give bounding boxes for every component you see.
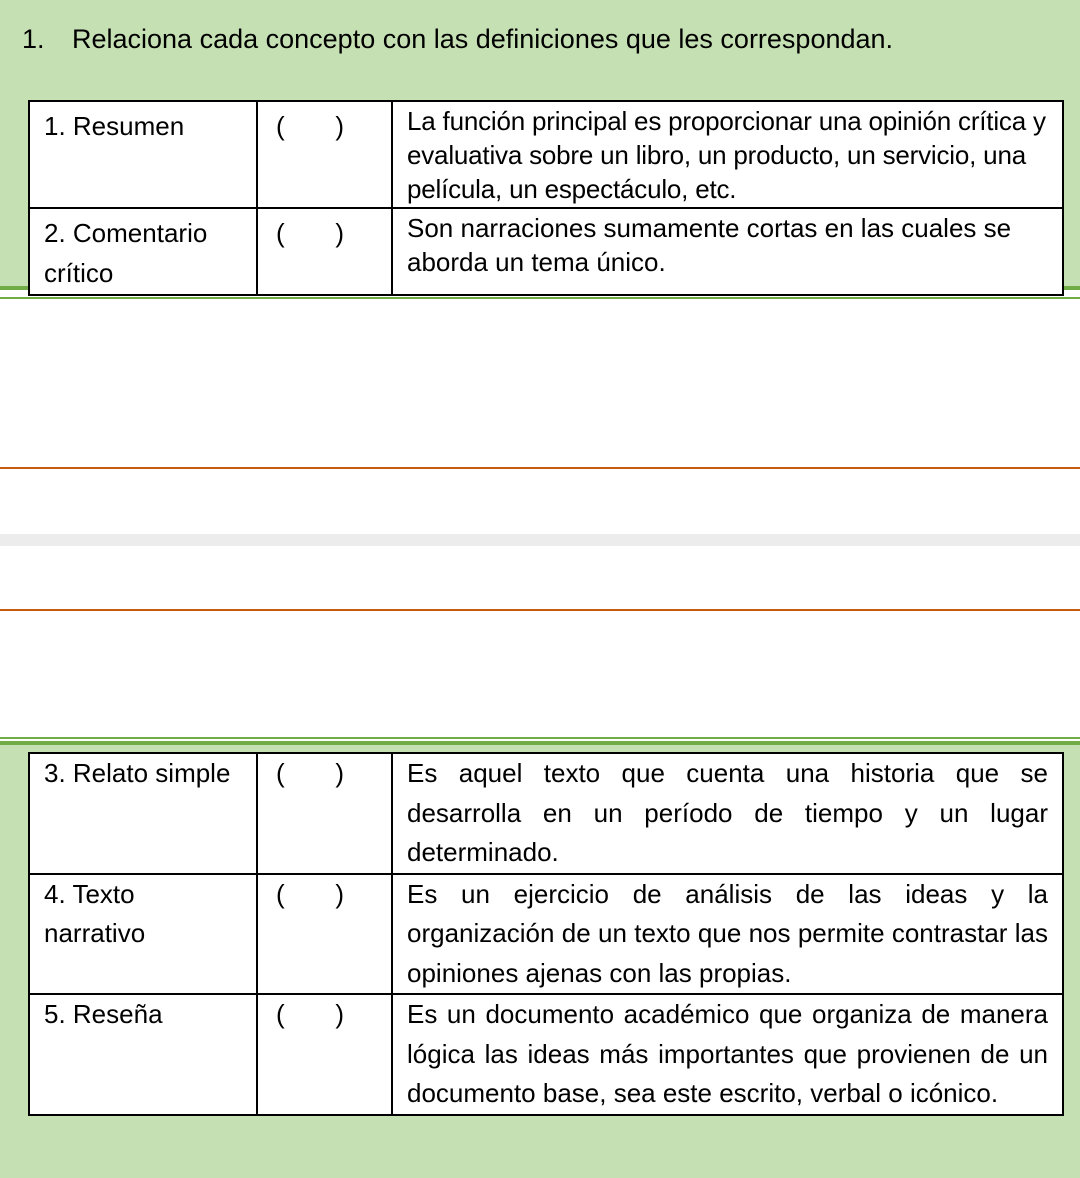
orange-rule [0,467,1080,469]
concept-cell: 3. Relato simple [29,753,257,874]
definition-cell: Es aquel texto que cuenta una historia que se desarrolla en un período de tiempo y un lugar determinado. [392,753,1063,874]
concept-cell: 4. Texto narrativo [29,874,257,995]
answer-blank-cell[interactable] [257,101,392,208]
concept-cell: 1. Resumen [29,101,257,208]
answer-blank[interactable]: ( ) [276,999,344,1029]
question-instruction: Relaciona cada concepto con las definiciones que les correspondan. [72,24,894,54]
matching-table-top [28,100,1064,296]
answer-blank-cell[interactable] [257,994,392,1115]
answer-blank[interactable]: ( ) [276,218,344,248]
answer-blank-cell[interactable] [257,753,392,874]
concept-cell: 2. Comentario crítico [29,208,257,295]
table-row [29,994,1063,1115]
answer-blank[interactable]: ( ) [276,878,344,909]
table-row [29,101,1063,208]
concept-cell: 5. Reseña [29,994,257,1115]
answer-blank[interactable]: ( ) [276,758,344,788]
definition-cell: Son narraciones sumamente cortas en las cuales se aborda un tema único. [392,208,1063,295]
definition-cell: Es un documento académico que organiza de manera lógica las ideas más importantes que provienen de un documento base, sea este escrito, verbal o icónico. [392,994,1063,1115]
definition-cell: Es un ejercicio de análisis de las ideas y la organización de un texto que nos permite contrastar las opiniones ajenas con las propias. [392,874,1063,995]
table-row [29,874,1063,995]
answer-blank[interactable]: ( ) [276,111,344,141]
green-rule-bottom [0,741,1080,745]
answer-blank-cell[interactable] [257,874,392,995]
green-rule-top-thin [0,297,1080,299]
table-row [29,208,1063,295]
table-row [29,753,1063,874]
definition-cell: La función principal es proporcionar una opinión crítica y evaluativa sobre un libro, un producto, un servicio, una película, un espectáculo, etc. [392,101,1063,208]
green-rule-bottom-thin [0,737,1080,739]
question-number: 1. [22,24,45,54]
question-title [22,24,893,55]
orange-rule [0,609,1080,611]
gray-gap [0,534,1080,546]
matching-table-bottom [28,752,1064,1116]
answer-blank-cell[interactable] [257,208,392,295]
